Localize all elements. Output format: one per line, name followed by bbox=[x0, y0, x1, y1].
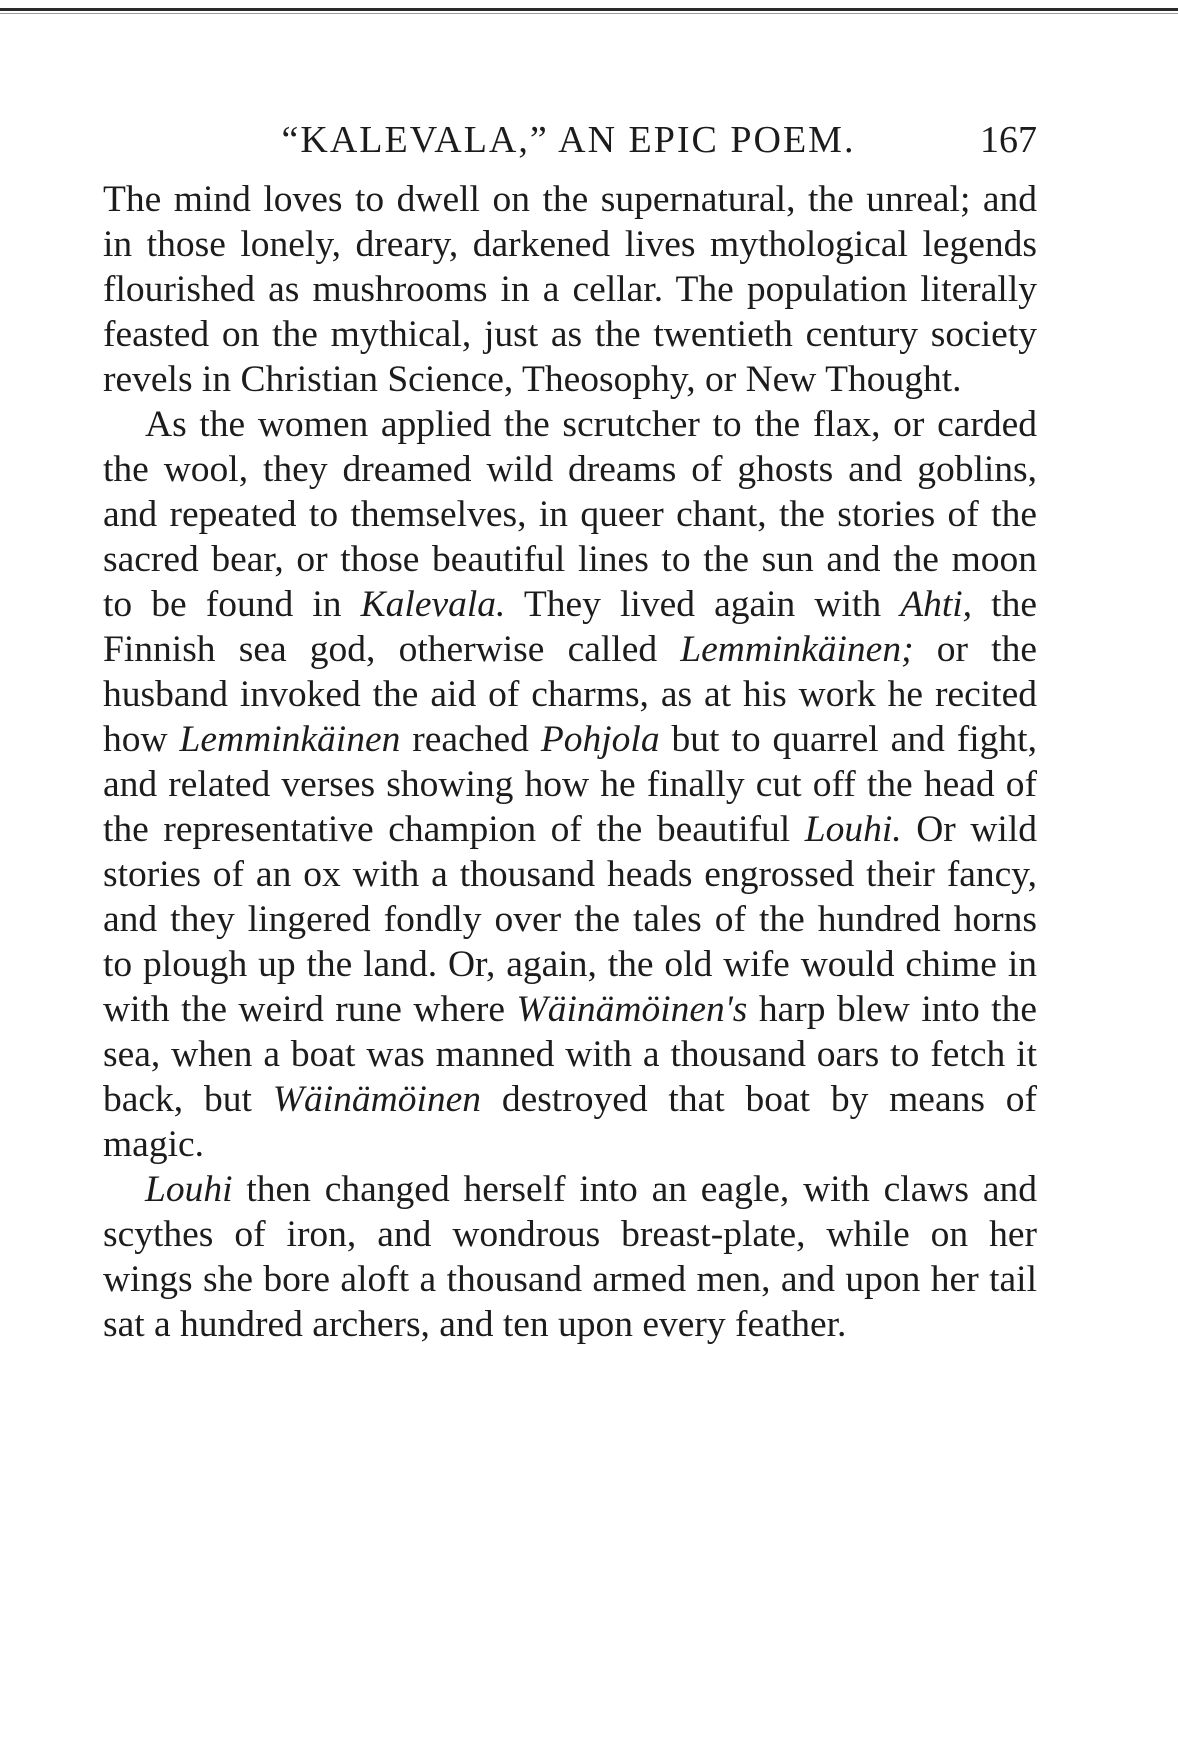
paragraph-2-text: They lived again with bbox=[505, 584, 901, 625]
italic-name-lemminkainen: Lemminkäinen; bbox=[680, 629, 914, 670]
italic-name-lemminkainen: Lemminkäinen bbox=[179, 719, 401, 760]
italic-place-pohjola: Pohjola bbox=[540, 719, 660, 760]
paragraph-2-text: As the women applied the scrutcher to the flax, or carded the wool, they dreamed wild dreams of ghosts and goblins, and repeated to themselves, in queer chant, the stories of the sacred bear, or those beautiful lines to the sun and the moon to be found in bbox=[103, 404, 1037, 625]
paragraph-2-text: or the husband invoked the aid of charms, as at his work he recited how bbox=[103, 629, 1037, 760]
paragraph-3 bbox=[103, 1167, 1037, 1347]
paragraph-2-text: Or wild stories of an ox with a thousand heads engrossed their fancy, and they lingered fondly over the tales of the hundred horns to plough up the land. Or, again, the old wife would chime in with the weird rune where bbox=[103, 809, 1037, 1030]
paragraph-2-text: destroyed that boat by means of magic. bbox=[103, 1079, 1037, 1165]
italic-title-kalevala: Kalevala. bbox=[360, 584, 506, 625]
italic-name-louhi: Louhi. bbox=[804, 809, 902, 850]
paragraph-1-text: The mind loves to dwell on the supernatural, the unreal; and in those lonely, dreary, darkened lives mythological legends flourished as mushrooms in a cellar. The population literally feasted on the mythical, just as the twentieth century society revels in Christian Science, Theosophy, or New Thought. bbox=[103, 179, 1037, 400]
body-text bbox=[103, 177, 1037, 1347]
paragraph-2-text: the Finnish sea god, otherwise called bbox=[103, 584, 1037, 670]
paragraph-2-text: but to quarrel and fight, and related verses showing how he finally cut off the head of the representative champion of the beautiful bbox=[103, 719, 1037, 850]
running-head bbox=[100, 112, 1037, 168]
paragraph-2-text: reached bbox=[400, 719, 541, 760]
top-border-rule-thin bbox=[0, 13, 1178, 14]
top-border-rule bbox=[0, 8, 1178, 11]
paragraph-3-text: then changed herself into an eagle, with claws and scythes of iron, and wondrous breast-plate, while on her wings she bore aloft a thousand armed men, and upon her tail sat a hundred archers, and ten upon every feather. bbox=[103, 1169, 1037, 1345]
running-title: “KALEVALA,” AN EPIC POEM. bbox=[281, 119, 856, 161]
italic-name-wainamoinen: Wäinämöinen bbox=[272, 1079, 482, 1120]
paragraph-1 bbox=[103, 177, 1037, 402]
paragraph-2 bbox=[103, 402, 1037, 1167]
italic-name-wainamoinen: Wäinämöinen's bbox=[516, 989, 748, 1030]
paragraph-2-text: harp blew into the sea, when a boat was manned with a thousand oars to fetch it back, but bbox=[103, 989, 1037, 1120]
italic-name-ahti: Ahti, bbox=[900, 584, 973, 625]
page-number: 167 bbox=[980, 119, 1037, 161]
italic-name-louhi: Louhi bbox=[145, 1169, 233, 1210]
